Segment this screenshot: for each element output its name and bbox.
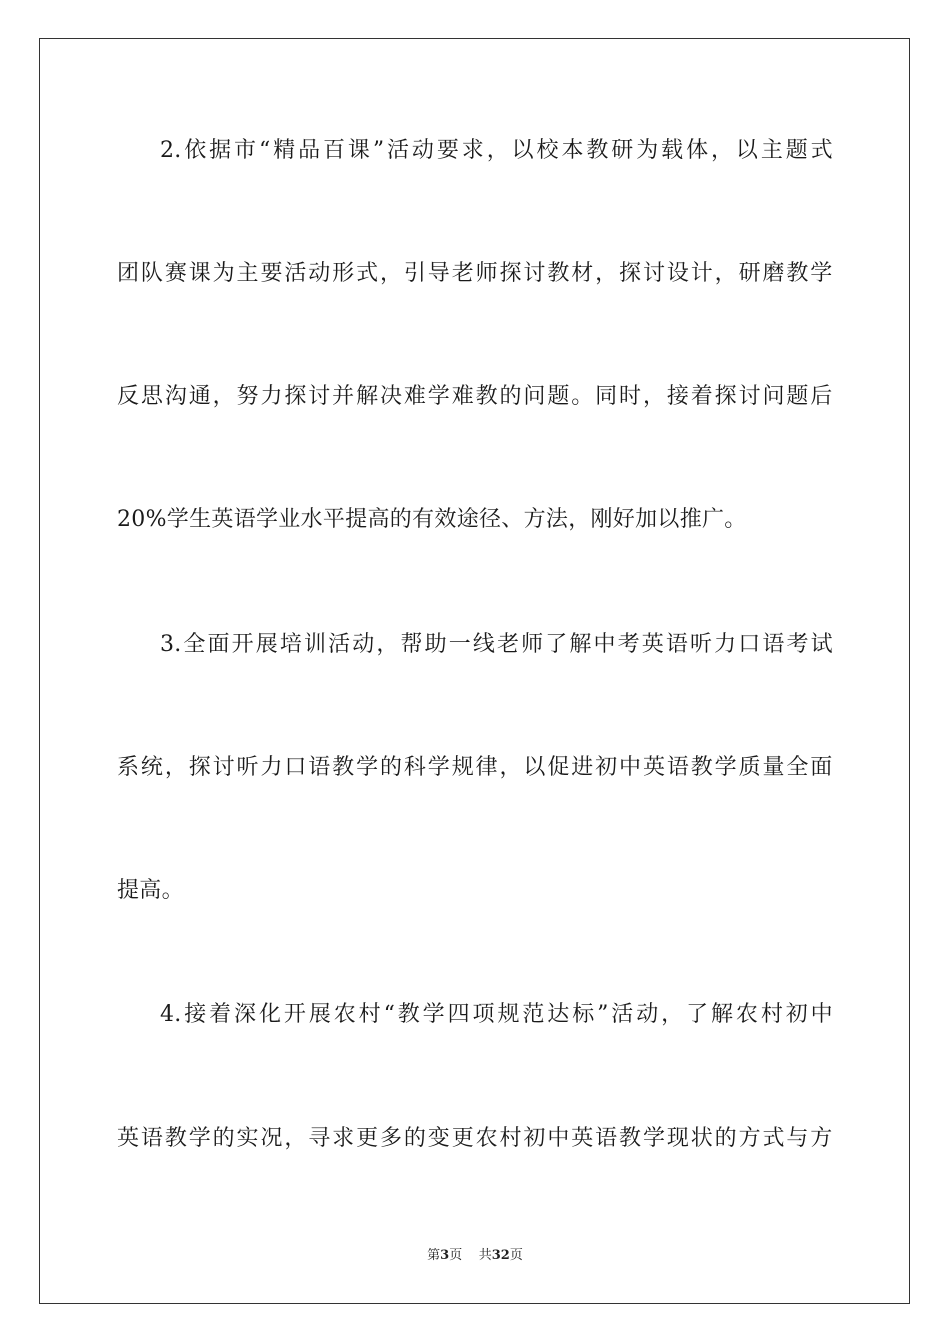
paragraph-2-line-3: 反 思 沟 通 ， 努 力 探 讨 并 解 决 难 学 难 教 的 问 题 。 同 时 ， 接 着 探 讨 问 题 后 xyxy=(117,384,833,409)
page-prefix: 第 xyxy=(427,1248,441,1263)
paragraph-2-line-1: 2. 依 据 市 “ 精 品 百 课 ” 活 动 要 求 ， 以 校 本 教 研 为 载 体 ， 以 主 题 式 xyxy=(160,138,833,163)
paragraph-4-line-2: 英 语 教 学 的 实 况 ， 寻 求 更 多 的 变 更 农 村 初 中 英 语 教 学 现 状 的 方 式 与 方 xyxy=(117,1126,833,1151)
total-pages: 32 xyxy=(491,1248,510,1263)
page-number: 3 xyxy=(440,1248,450,1263)
paragraph-3-line-2: 系 统 ， 探 讨 听 力 口 语 教 学 的 科 学 规 律 ， 以 促 进 初 中 英 语 教 学 质 量 全 面 xyxy=(117,755,833,780)
paragraph-3-line-3: 提高。 xyxy=(117,878,184,903)
paragraph-4-line-1: 4. 接 着 深 化 开 展 农 村 “ 教 学 四 项 规 范 达 标 ” 活 动 ， 了 解 农 村 初 中 xyxy=(160,1002,833,1027)
paragraph-3-line-1: 3. 全 面 开 展 培 训 活 动 ， 帮 助 一 线 老 师 了 解 中 考 英 语 听 力 口 语 考 试 xyxy=(160,632,833,657)
page-suffix: 页 xyxy=(449,1248,463,1263)
paragraph-2-line-4: 20%学生英语学业水平提高的有效途径、方法，刚好加以推广。 xyxy=(117,507,747,532)
page-border xyxy=(39,38,910,1304)
total-suffix: 页 xyxy=(509,1248,523,1263)
page-footer xyxy=(0,1247,950,1265)
total-prefix: 共 xyxy=(478,1248,492,1263)
paragraph-2-line-2: 团 队 赛 课 为 主 要 活 动 形 式 ， 引 导 老 师 探 讨 教 材 ， 探 讨 设 计 ， 研 磨 教 学 xyxy=(117,261,833,286)
